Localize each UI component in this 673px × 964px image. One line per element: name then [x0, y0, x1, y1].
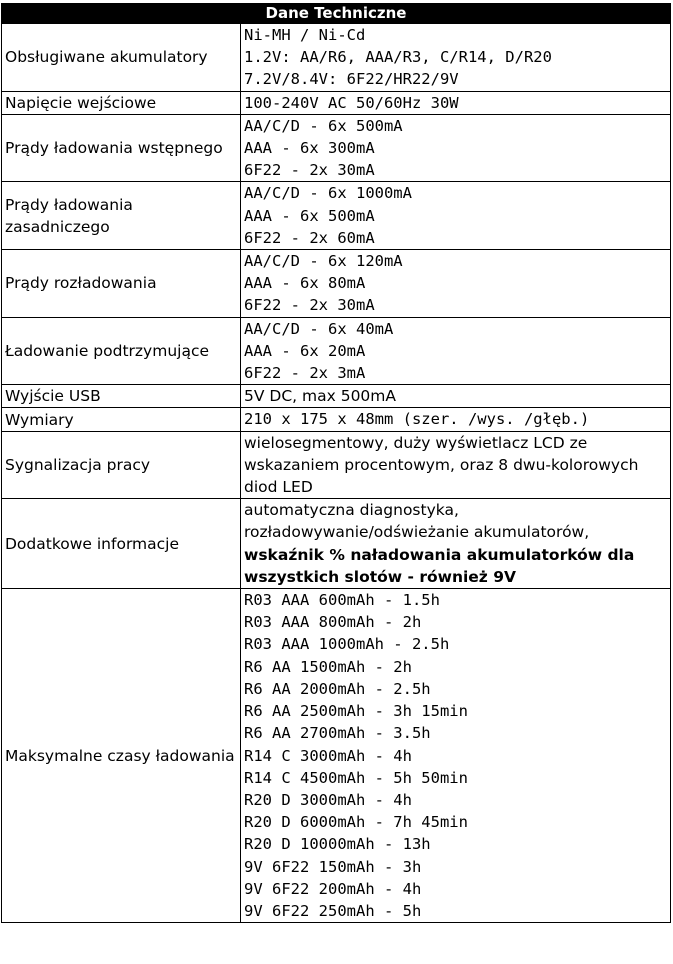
row-value [241, 24, 671, 92]
value-line: R03 AAA 800mAh - 2h [244, 613, 422, 632]
table-row [2, 385, 671, 408]
table-title: Dane Techniczne [2, 4, 671, 24]
row-label: Sygnalizacja pracy [2, 431, 241, 499]
value-line: 6F22 - 2x 30mA [244, 161, 375, 180]
value-line: R20 D 6000mAh - 7h 45min [244, 813, 468, 832]
value-line: AA/C/D - 6x 40mA [244, 319, 394, 338]
table-row [2, 182, 671, 250]
value-line: AA/C/D - 6x 120mA [244, 252, 403, 271]
value-line: R6 AA 2500mAh - 3h 15min [244, 702, 468, 721]
value-line: Ni-MH / Ni-Cd [244, 26, 366, 44]
row-value [241, 182, 671, 250]
value-line: R14 C 4500mAh - 5h 50min [244, 768, 468, 787]
value-line: 9V 6F22 200mAh - 4h [244, 879, 422, 898]
value-line: AAA - 6x 80mA [244, 274, 366, 293]
value-line: R03 AAA 1000mAh - 2.5h [244, 635, 450, 654]
row-label: Prądy ładowania wstępnego [2, 114, 241, 182]
table-row [2, 91, 671, 114]
value-line: 6F22 - 2x 30mA [244, 296, 375, 315]
table-row [2, 431, 671, 499]
spec-table [1, 3, 671, 923]
value-line: R20 D 3000mAh - 4h [244, 790, 412, 809]
value-line: R6 AA 1500mAh - 2h [244, 657, 412, 676]
value-text: wielosegmentowy, duży wyświetlacz LCD ze wskazaniem procentowym, oraz 8 dwu-kolorowych diod LED [244, 433, 639, 497]
table-row [2, 408, 671, 431]
value-line: R03 AAA 600mAh - 1.5h [244, 591, 440, 610]
value-line: R6 AA 2700mAh - 3.5h [244, 724, 431, 743]
row-label: Prądy rozładowania [2, 250, 241, 318]
value-line: 7.2V/8.4V: 6F22/HR22/9V [244, 70, 459, 89]
value-line: AA/C/D - 6x 500mA [244, 116, 403, 135]
value-line: AAA - 6x 500mA [244, 206, 375, 225]
value-text: automatyczna diagnostyka, rozładowywanie/odświeżanie akumulatorów, [244, 501, 590, 542]
value-line: R6 AA 2000mAh - 2.5h [244, 679, 431, 698]
value-line: 9V 6F22 250mAh - 5h [244, 901, 422, 920]
value-line: 210 x 175 x 48mm (szer. /wys. /głęb.) [244, 410, 590, 429]
table-row [2, 114, 671, 182]
table-row [2, 24, 671, 92]
value-line: 100-240V AC 50/60Hz 30W [244, 93, 459, 112]
table-row [2, 250, 671, 318]
row-label: Wyjście USB [2, 385, 241, 408]
row-value [241, 91, 671, 114]
row-label: Napięcie wejściowe [2, 91, 241, 114]
row-value [241, 385, 671, 408]
row-value [241, 408, 671, 431]
value-line: R14 C 3000mAh - 4h [244, 746, 412, 765]
row-label: Dodatkowe informacje [2, 499, 241, 589]
value-bold-text: wskaźnik % naładowania akumulatorków dla wszystkich slotów - również 9V [244, 545, 635, 586]
value-line: 6F22 - 2x 60mA [244, 228, 375, 247]
row-value [241, 250, 671, 318]
row-label: Wymiary [2, 408, 241, 431]
row-value [241, 589, 671, 923]
table-row [2, 499, 671, 589]
table-row [2, 589, 671, 923]
table-row [2, 317, 671, 385]
value-line: R20 D 10000mAh - 13h [244, 835, 431, 854]
row-value [241, 431, 671, 499]
row-label: Prądy ładowania zasadniczego [2, 182, 241, 250]
row-value [241, 317, 671, 385]
table-header-row [2, 4, 671, 24]
row-label: Ładowanie podtrzymujące [2, 317, 241, 385]
value-line: AAA - 6x 20mA [244, 341, 366, 360]
value-line: 6F22 - 2x 3mA [244, 364, 366, 383]
row-label: Obsługiwane akumulatory [2, 24, 241, 92]
row-value [241, 114, 671, 182]
row-label: Maksymalne czasy ładowania [2, 589, 241, 923]
value-line: AA/C/D - 6x 1000mA [244, 184, 412, 203]
row-value [241, 499, 671, 589]
value-line: AAA - 6x 300mA [244, 139, 375, 158]
value-line: 5V DC, max 500mA [244, 387, 396, 406]
value-line: 9V 6F22 150mAh - 3h [244, 857, 422, 876]
value-line: 1.2V: AA/R6, AAA/R3, C/R14, D/R20 [244, 48, 552, 67]
